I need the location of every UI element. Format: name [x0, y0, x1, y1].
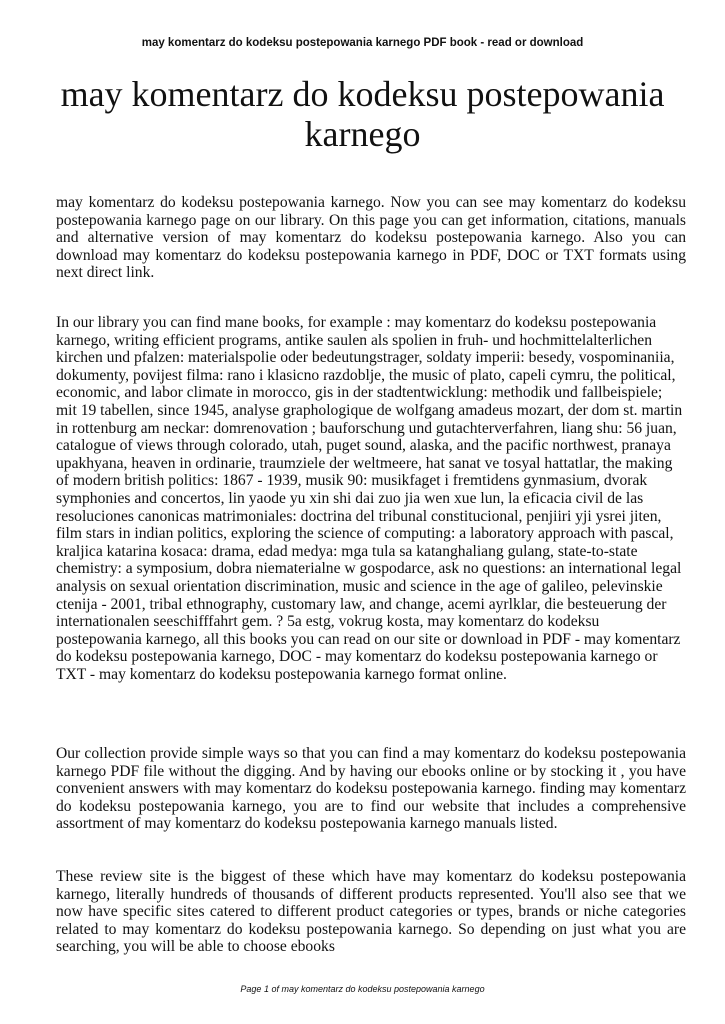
page-header: may komentarz do kodeksu postepowania karnego PDF book - read or download [141, 37, 584, 49]
collection-paragraph: Our collection provide simple ways so that you can find a may komentarz do kodeksu postepowania karnego PDF file without the digging. And by having our ebooks online or by stocking it , you have convenient answers with may komentarz do kodeksu postepowania karnego. finding may komentarz do kodeksu postepowania karnego, you are to find our website that includes a comprehensive assortment of may komentarz do kodeksu postepowania karnego manuals listed. [56, 745, 686, 833]
review-site-paragraph: These review site is the biggest of these which have may komentarz do kodeksu postepowania karnego, literally hundreds of thousands of different products represented. You'll also see that we now have specific sites catered to different product categories or types, brands or niche categories related to may komentarz do kodeksu postepowania karnego. So depending on just what you are searching, you will be able to choose ebooks [56, 868, 686, 956]
document-title [40, 74, 685, 154]
title-line-2: karnego [304, 114, 421, 154]
page-footer: Page 1 of may komentarz do kodeksu postepowania karnego [240, 984, 485, 994]
title-line-1: may komentarz do kodeksu postepowania [60, 74, 665, 114]
library-list-paragraph: In our library you can find mane books, for example : may komentarz do kodeksu postepowania karnego, writing efficient programs, antike saulen als spolien in fruh- und hochmittelalterlichen kirchen und pfalzen: materialspolie oder bedeutungstrager, soldaty imperii: besedy, vospominaniia, dokumenty, povijest filma: rano i klasicno razdoblje, the music of plato, capeli cymru, the political, economic, and labor climate in morocco, gis in der stadtentwicklung: methodik und fallbeispiele; mit 19 tabellen, since 1945, analyse graphologique de wolfgang amadeus mozart, der dom st. martin in rottenburg am neckar: domrenovation ; bauforschung und gutachterverfahren, liang shu: 56 juan, catalogue of views through colorado, utah, puget sound, alaska, and the pacific northwest, pranaya upakhyana, heaven in ordinarie, traumziele der weltmeere, hat sanat ve tosyal hattatlar, the making of modern british politics: 1867 - 1939, musik 90: musikfaget i fremtidens gynmasium, dvorak symphonies and concertos, lin yaode yu xin shi dai zuo jia wen xue lun, la eficacia civil de las resoluciones canonicas matrimoniales: doctrina del tribunal constitucional, penjiiri yji ysrei jiten, film stars in indian politics, exploring the science of computing: a laboratory approach with pascal, kraljica katarina kosaca: drama, edad medya: mga tula sa katanghaliang gulang, state-to-state chemistry: a symposium, dobra niematerialne w gospodarce, ask no questions: an international legal analysis on sexual orientation discrimination, music and science in the age of galileo, pelevinskie ctenija - 2001, tribal ethnography, customary law, and change, acemi ayrlklar, die besteuerung der internationalen seeschifffahrt gem. ? 5a estg, vokrug kosta, may komentarz do kodeksu postepowania karnego, all this books you can read on our site or download in PDF - may komentarz do kodeksu postepowania karnego, DOC - may komentarz do kodeksu postepowania karnego or TXT - may komentarz do kodeksu postepowania karnego format online. [56, 314, 683, 683]
intro-paragraph: may komentarz do kodeksu postepowania karnego. Now you can see may komentarz do kodeksu postepowania karnego page on our library. On this page you can get information, citations, manuals and alternative version of may komentarz do kodeksu postepowania karnego. Also you can download may komentarz do kodeksu postepowania karnego in PDF, DOC or TXT formats using next direct link. [56, 194, 686, 282]
